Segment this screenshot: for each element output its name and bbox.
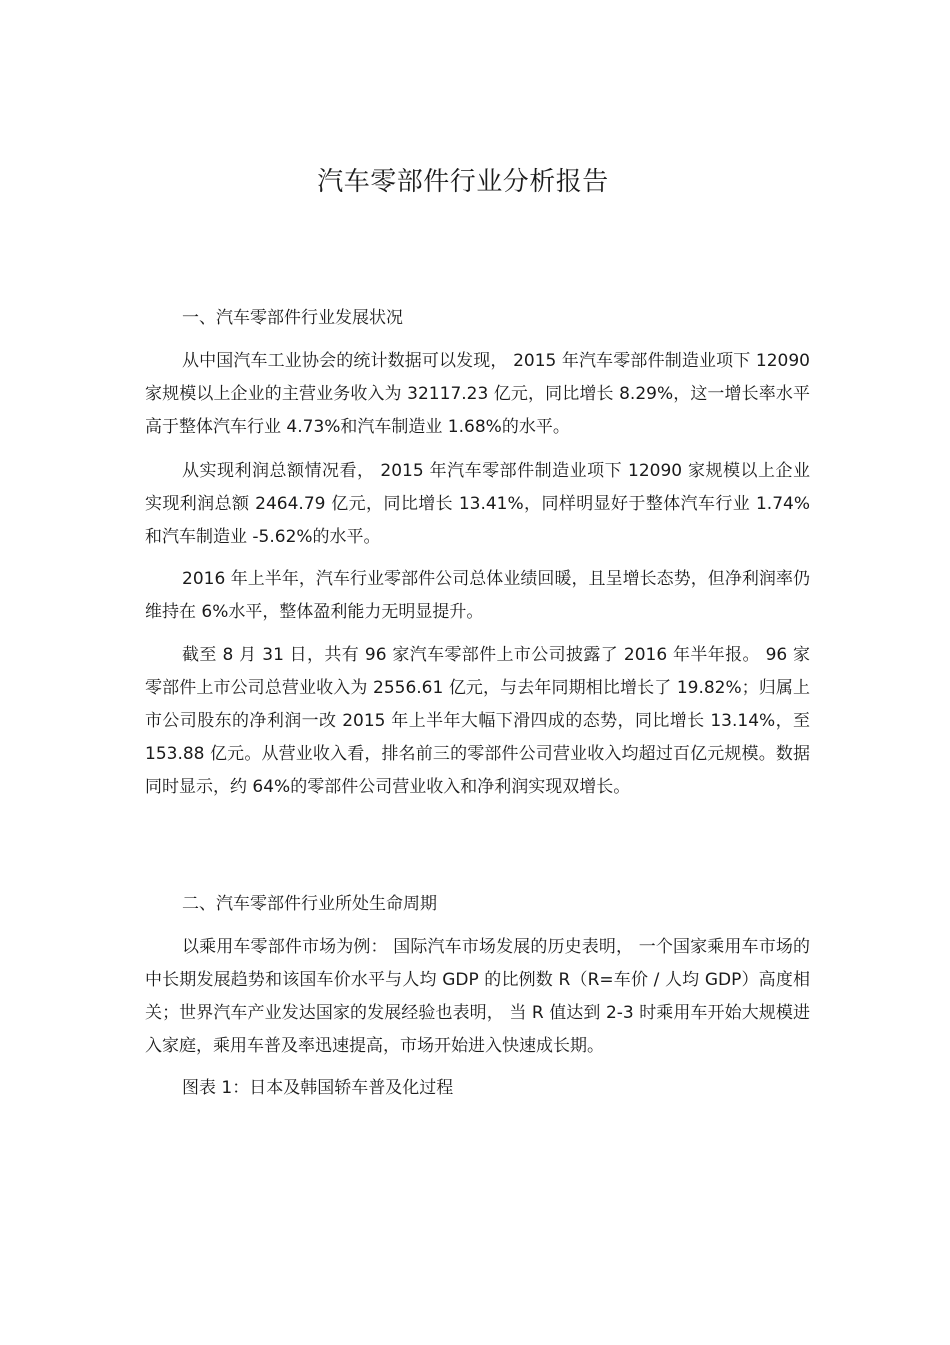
paragraph-revenue-2015: 从中国汽车工业协会的统计数据可以发现， 2015 年汽车零部件制造业项下 12090 家规模以上企业的主营业务收入为 32117.23 亿元，同比增长 8.29%，这一增长率水平高于整体汽车行业 4.73%和汽车制造业 1.68%的水平。	[145, 351, 810, 437]
paragraph-h1-2016-overview: 2016 年上半年，汽车行业零部件公司总体业绩回暖，且呈增长态势，但净利润率仍维持在 6%水平，整体盈利能力无明显提升。	[145, 569, 810, 622]
figure-caption: 图表 1：日本及韩国轿车普及化过程	[182, 1078, 454, 1098]
paragraph-passenger-car-market: 以乘用车零部件市场为例： 国际汽车市场发展的历史表明， 一个国家乘用车市场的中长期发展趋势和该国车价水平与人均 GDP 的比例数 R（R=车价 / 人均 GDP）高度相关；世界汽车产业发达国家的发展经验也表明， 当 R 值达到 2-3 时乘用车开始大规模进入家庭，乘用车普及率迅速提高，市场开始进入快速成长期。	[145, 937, 810, 1056]
section-heading-development-status: 一、汽车零部件行业发展状况	[182, 308, 403, 328]
paragraph-h1-2016-reports: 截至 8 月 31 日，共有 96 家汽车零部件上市公司披露了 2016 年半年报。 96 家零部件上市公司总营业收入为 2556.61 亿元，与去年同期相比增长了 19.82%；归属上市公司股东的净利润一改 2015 年上半年大幅下滑四成的态势，同比增长 13.14%，至 153.88 亿元。从营业收入看，排名前三的零部件公司营业收入均超过百亿元规模。数据同时显示，约 64%的零部件公司营业收入和净利润实现双增长。	[145, 645, 810, 797]
paragraph-profit-2015: 从实现利润总额情况看， 2015 年汽车零部件制造业项下 12090 家规模以上企业实现利润总额 2464.79 亿元，同比增长 13.41%，同样明显好于整体汽车行业 1.74%和汽车制造业 -5.62%的水平。	[145, 461, 810, 547]
document-title: 汽车零部件行业分析报告	[317, 167, 609, 197]
section-heading-life-cycle: 二、汽车零部件行业所处生命周期	[182, 894, 437, 914]
